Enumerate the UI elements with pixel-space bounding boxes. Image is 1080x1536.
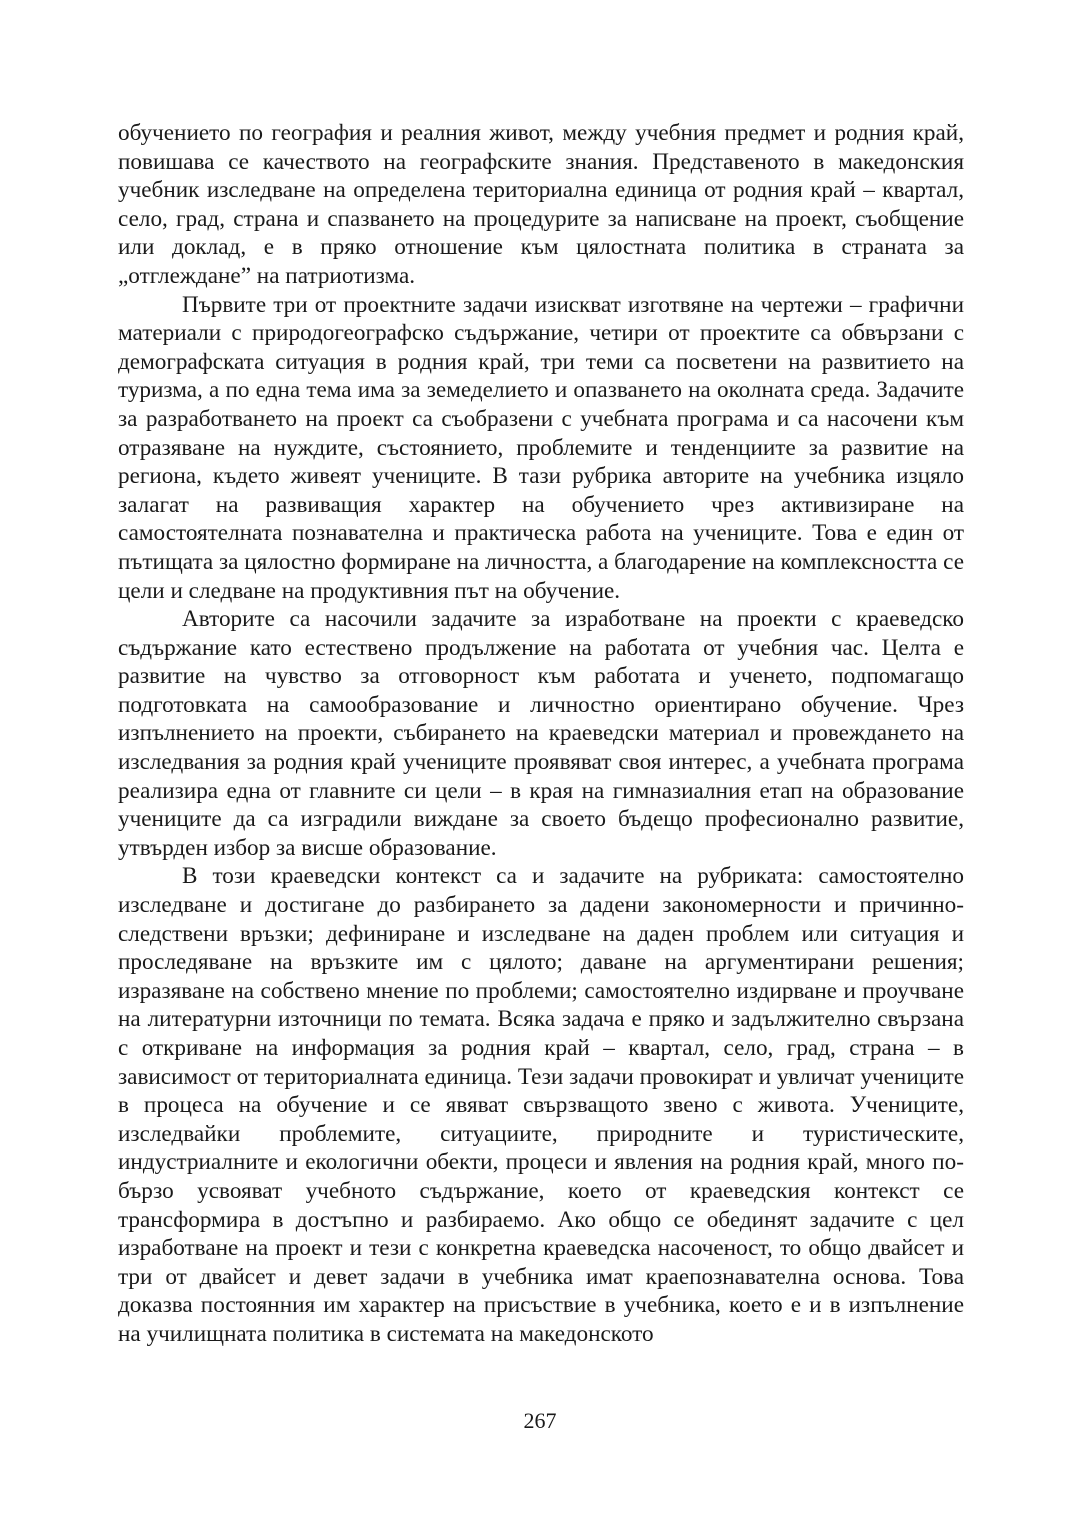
page-number: 267 — [523, 1408, 557, 1433]
paragraph-3: Авторите са насочили задачите за изработване на проекти с краеведско съдържание като естествено продължение на работата от учебния час. Целта е развитие на чувство за отговорност към работата и ученето, подпомагащо подготовката на самообразование и личностно ориентирано обучение. Чрез изпълнението на проекти, събирането на краеведски материал и провеждането на изследвания за родния край учениците проявяват своя интерес, а учебната програма реализира една от главните си цели – в края на гимназиалния етап на образование учениците да са изградили виждане за своето бъдещо професионално развитие, утвърден избор за висше образование. — [118, 606, 964, 861]
paragraph-4: В този краеведски контекст са и задачите на рубриката: самостоятелно изследване и достигане до разбирането за дадени закономерности и причинно-следствени връзки; дефиниране и изследване на даден проблем или ситуация и проследяване на връзките им с цялото; даване на аргументирани решения; изразяване на собствено мнение по проблеми; самостоятелно издирване и проучване на литературни източници по темата. Всяка задача е пряко и задължително свързана с откриване на информация за родния край – квартал, село, град, страна – в зависимост от териториалната единица. Тези задачи провокират и увличат учениците в процеса на обучение и се явяват свързващото звено с живота. Учениците, изследвайки проблемите, ситуациите, природните и туристическите, индустриалните и екологични обекти, процеси и явления на родния край, много по-бързо усвояват учебното съдържание, което от краеведския контекст се трансформира в достъпно и разбираемо. Ако общо се обединят задачите с цел изработване на проект и тези с конкретна краеведска насоченост, то общо двайсет и три от двайсет и девет задачи в учебника имат краепознавателна основа. Това доказва постоянния им характер на присъствие в учебника, което е и в изпълнение на училищната политика в системата на македонското — [118, 863, 964, 1347]
paragraph-2: Първите три от проектните задачи изискват изготвяне на чертежи – графични материали с природогеографско съдържание, четири от проектите са обвързани с демографската ситуация в родния край, три теми са посветени на развитието на туризма, а по една тема има за земеделието и опазването на околната среда. Задачите за разработването на проект са съобразени с учебната програма и са насочени към отразяване на нуждите, състоянието, проблемите и тенденциите за развитие на региона, където живеят учениците. В тази рубрика авторите на учебника изцяло залагат на развиващия характер на обучението чрез активизиране на самостоятелната познавателна и практическа работа на учениците. Това е един от пътищата за цялостно формиране на личността, а благодарение на комплексността се цели и следване на продуктивния път на обучение. — [118, 291, 965, 604]
paragraph-1: обучението по география и реалния живот, между учебния предмет и родния край, повишава се качеството на географските знания. Представеното в македонския учебник изследване на определена териториална единица от родния край – квартал, село, град, страна и спазването на процедурите за написване на проект, съобщение или доклад, е в пряко отношение към цялостната политика в страната за „отглеждане” на патриотизма. — [118, 120, 964, 289]
body-text — [118, 119, 964, 1349]
